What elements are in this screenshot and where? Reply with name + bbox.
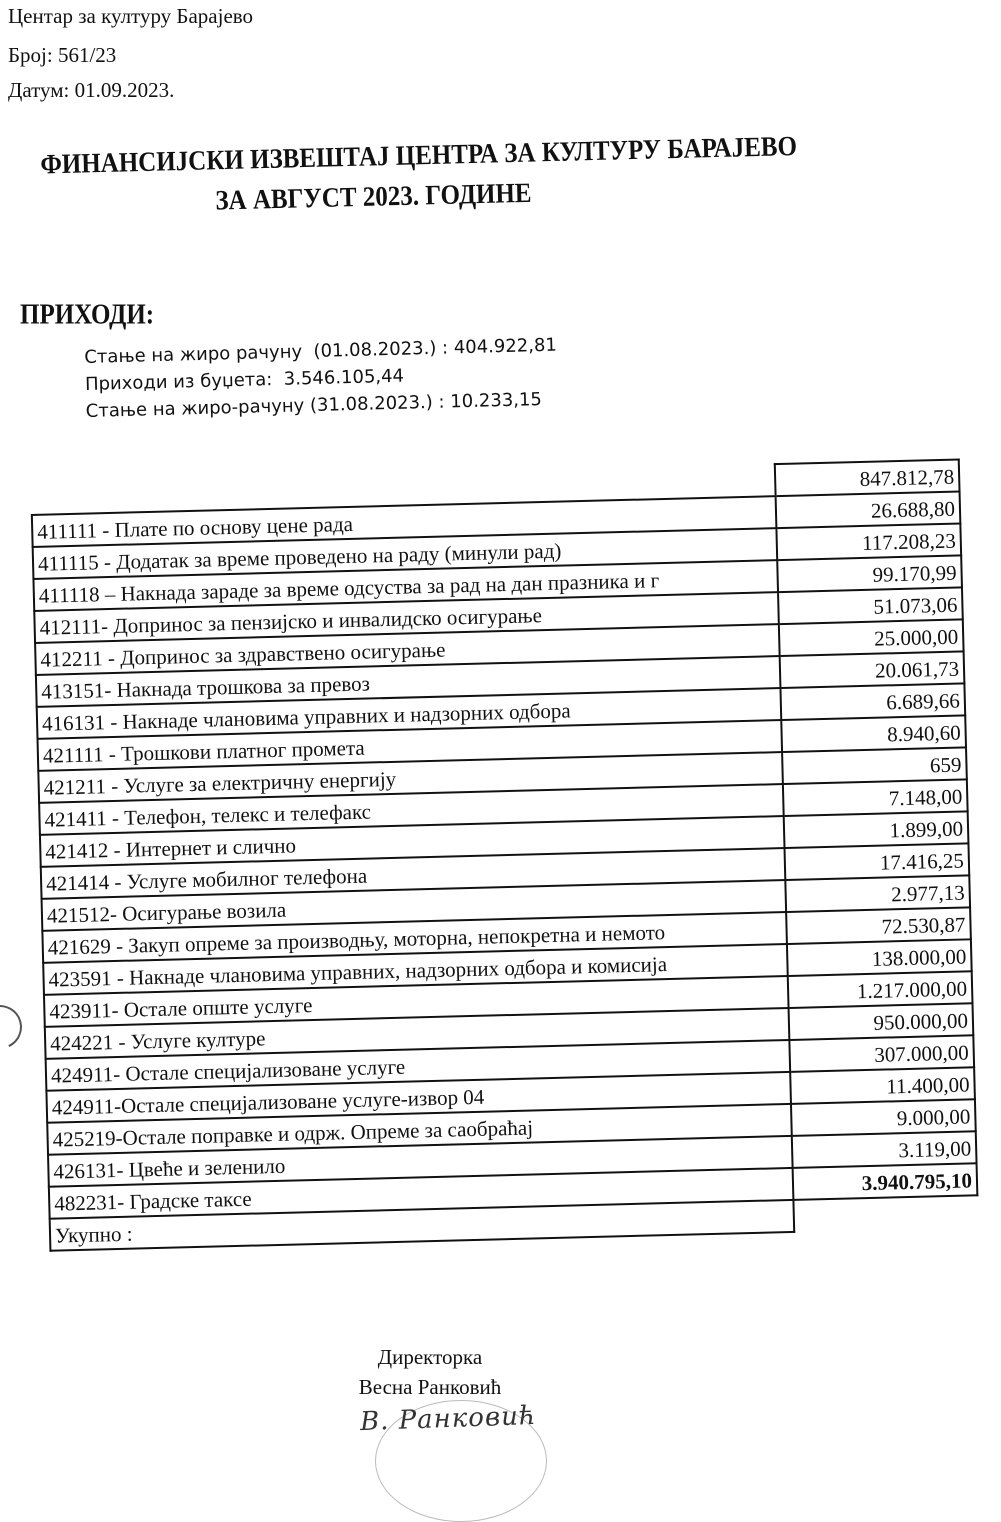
row-description: 421629 - Закуп опреме за производњу, моторна, непокретна и немото: [42, 912, 787, 963]
row-amount: 8.940,60: [781, 715, 966, 752]
row-amount: 847.812,78: [775, 459, 960, 496]
expense-table-wrapper: [30, 458, 979, 1251]
row-amount: 659: [782, 747, 967, 784]
row-description: 423911- Остале опште услуге: [44, 976, 789, 1027]
row-amount: 26.688,80: [776, 491, 961, 528]
row-amount: 17.416,25: [785, 843, 970, 880]
row-description: 421512- Осигурање возила: [42, 880, 787, 931]
row-description: 421211 - Услуге за електричну енергију: [38, 752, 783, 803]
row-amount: 138.000,00: [787, 939, 972, 976]
row-description: 413151- Накнада трошкова за превоз: [36, 656, 781, 707]
row-amount: 117.208,23: [776, 523, 961, 560]
row-description: 424221 - Услуге културе: [45, 1008, 790, 1059]
row-description: 412111- Допринос за пензијско и инвалидско осигурање: [34, 592, 779, 643]
document-date: Датум: 01.09.2023.: [8, 78, 175, 102]
closing-balance: Стање на жиро-рачуну (31.08.2023.) : 10.233,15: [85, 389, 543, 422]
row-amount: 307.000,00: [789, 1035, 974, 1072]
row-amount: 7.148,00: [783, 779, 968, 816]
row-amount: 9.000,00: [791, 1099, 976, 1136]
row-amount: 3.119,00: [792, 1131, 977, 1168]
row-description: 426131- Цвеће и зеленило: [48, 1136, 793, 1187]
row-amount: [793, 1195, 978, 1232]
row-description: 423591 - Накнаде члановима управних, надзорних одбора и комисија: [43, 944, 788, 995]
row-description: 421412 - Интернет и слично: [40, 816, 785, 867]
row-description: 411111 - Плате по основу цене рада: [32, 496, 777, 547]
signatory-name: Весна Ранковић: [358, 1375, 502, 1399]
signatory-role: Директорка: [377, 1345, 483, 1369]
row-description: Укупно :: [50, 1200, 795, 1251]
opening-balance: Стање на жиро рачуну (01.08.2023.) : 404.922,81: [84, 334, 558, 368]
handwritten-signature: В. Ранковић: [359, 1400, 538, 1438]
row-amount: 3.940.795,10: [793, 1163, 978, 1200]
row-description: 425219-Остале поправке и одрж. Опреме за саобраћај: [47, 1104, 792, 1155]
expense-table: [30, 458, 979, 1251]
income-summary: [84, 332, 559, 425]
row-amount: 6.689,66: [780, 683, 965, 720]
row-amount: 2.977,13: [785, 875, 970, 912]
row-amount: 1.899,00: [784, 811, 969, 848]
row-description: 424911-Остале специјализоване услуге-извор 04: [46, 1072, 791, 1123]
row-description: 421414 - Услуге мобилног телефона: [41, 848, 786, 899]
row-amount: 11.400,00: [790, 1067, 975, 1104]
row-description: 421411 - Телефон, телекс и телефакс: [39, 784, 784, 835]
row-description: 411115 - Додатак за време проведено на раду (минули рад): [33, 528, 778, 579]
row-description: 421111 - Трошкови платног промета: [38, 720, 783, 771]
row-description: 482231- Градске таксе: [49, 1168, 794, 1219]
report-title-line-1: ФИНАНСИЈСКИ ИЗВЕШТАЈ ЦЕНТРА ЗА КУЛТУРУ БАРАЈЕВО: [40, 131, 798, 181]
report-title-line-2: ЗА АВГУСТ 2023. ГОДИНЕ: [215, 178, 532, 217]
row-description: 416131 - Накнаде члановима управних и надзорних одбора: [37, 688, 782, 739]
row-amount: 25.000,00: [779, 619, 964, 656]
organization-name: Центар за културу Барајево: [8, 4, 254, 28]
document-number: Број: 561/23: [8, 43, 117, 67]
signature-block: [330, 1342, 530, 1402]
row-amount: 72.530,87: [786, 907, 971, 944]
row-amount: 20.061,73: [780, 651, 965, 688]
budget-income: Приходи из буџета: 3.546.105,44: [84, 365, 405, 395]
row-description: 411118 – Накнада зараде за време одсуства за рад на дан празника и г: [33, 560, 778, 611]
hole-punch-mark: [0, 999, 28, 1055]
row-amount: 99.170,99: [777, 555, 962, 592]
income-heading: ПРИХОДИ:: [20, 300, 155, 331]
row-amount: 51.073,06: [778, 587, 963, 624]
row-amount: 950.000,00: [789, 1003, 974, 1040]
row-amount: 1.217.000,00: [788, 971, 973, 1008]
row-description: 424911- Остале специјализоване услуге: [46, 1040, 791, 1091]
row-description: 412211 - Допринос за здравствено осигурање: [35, 624, 780, 675]
